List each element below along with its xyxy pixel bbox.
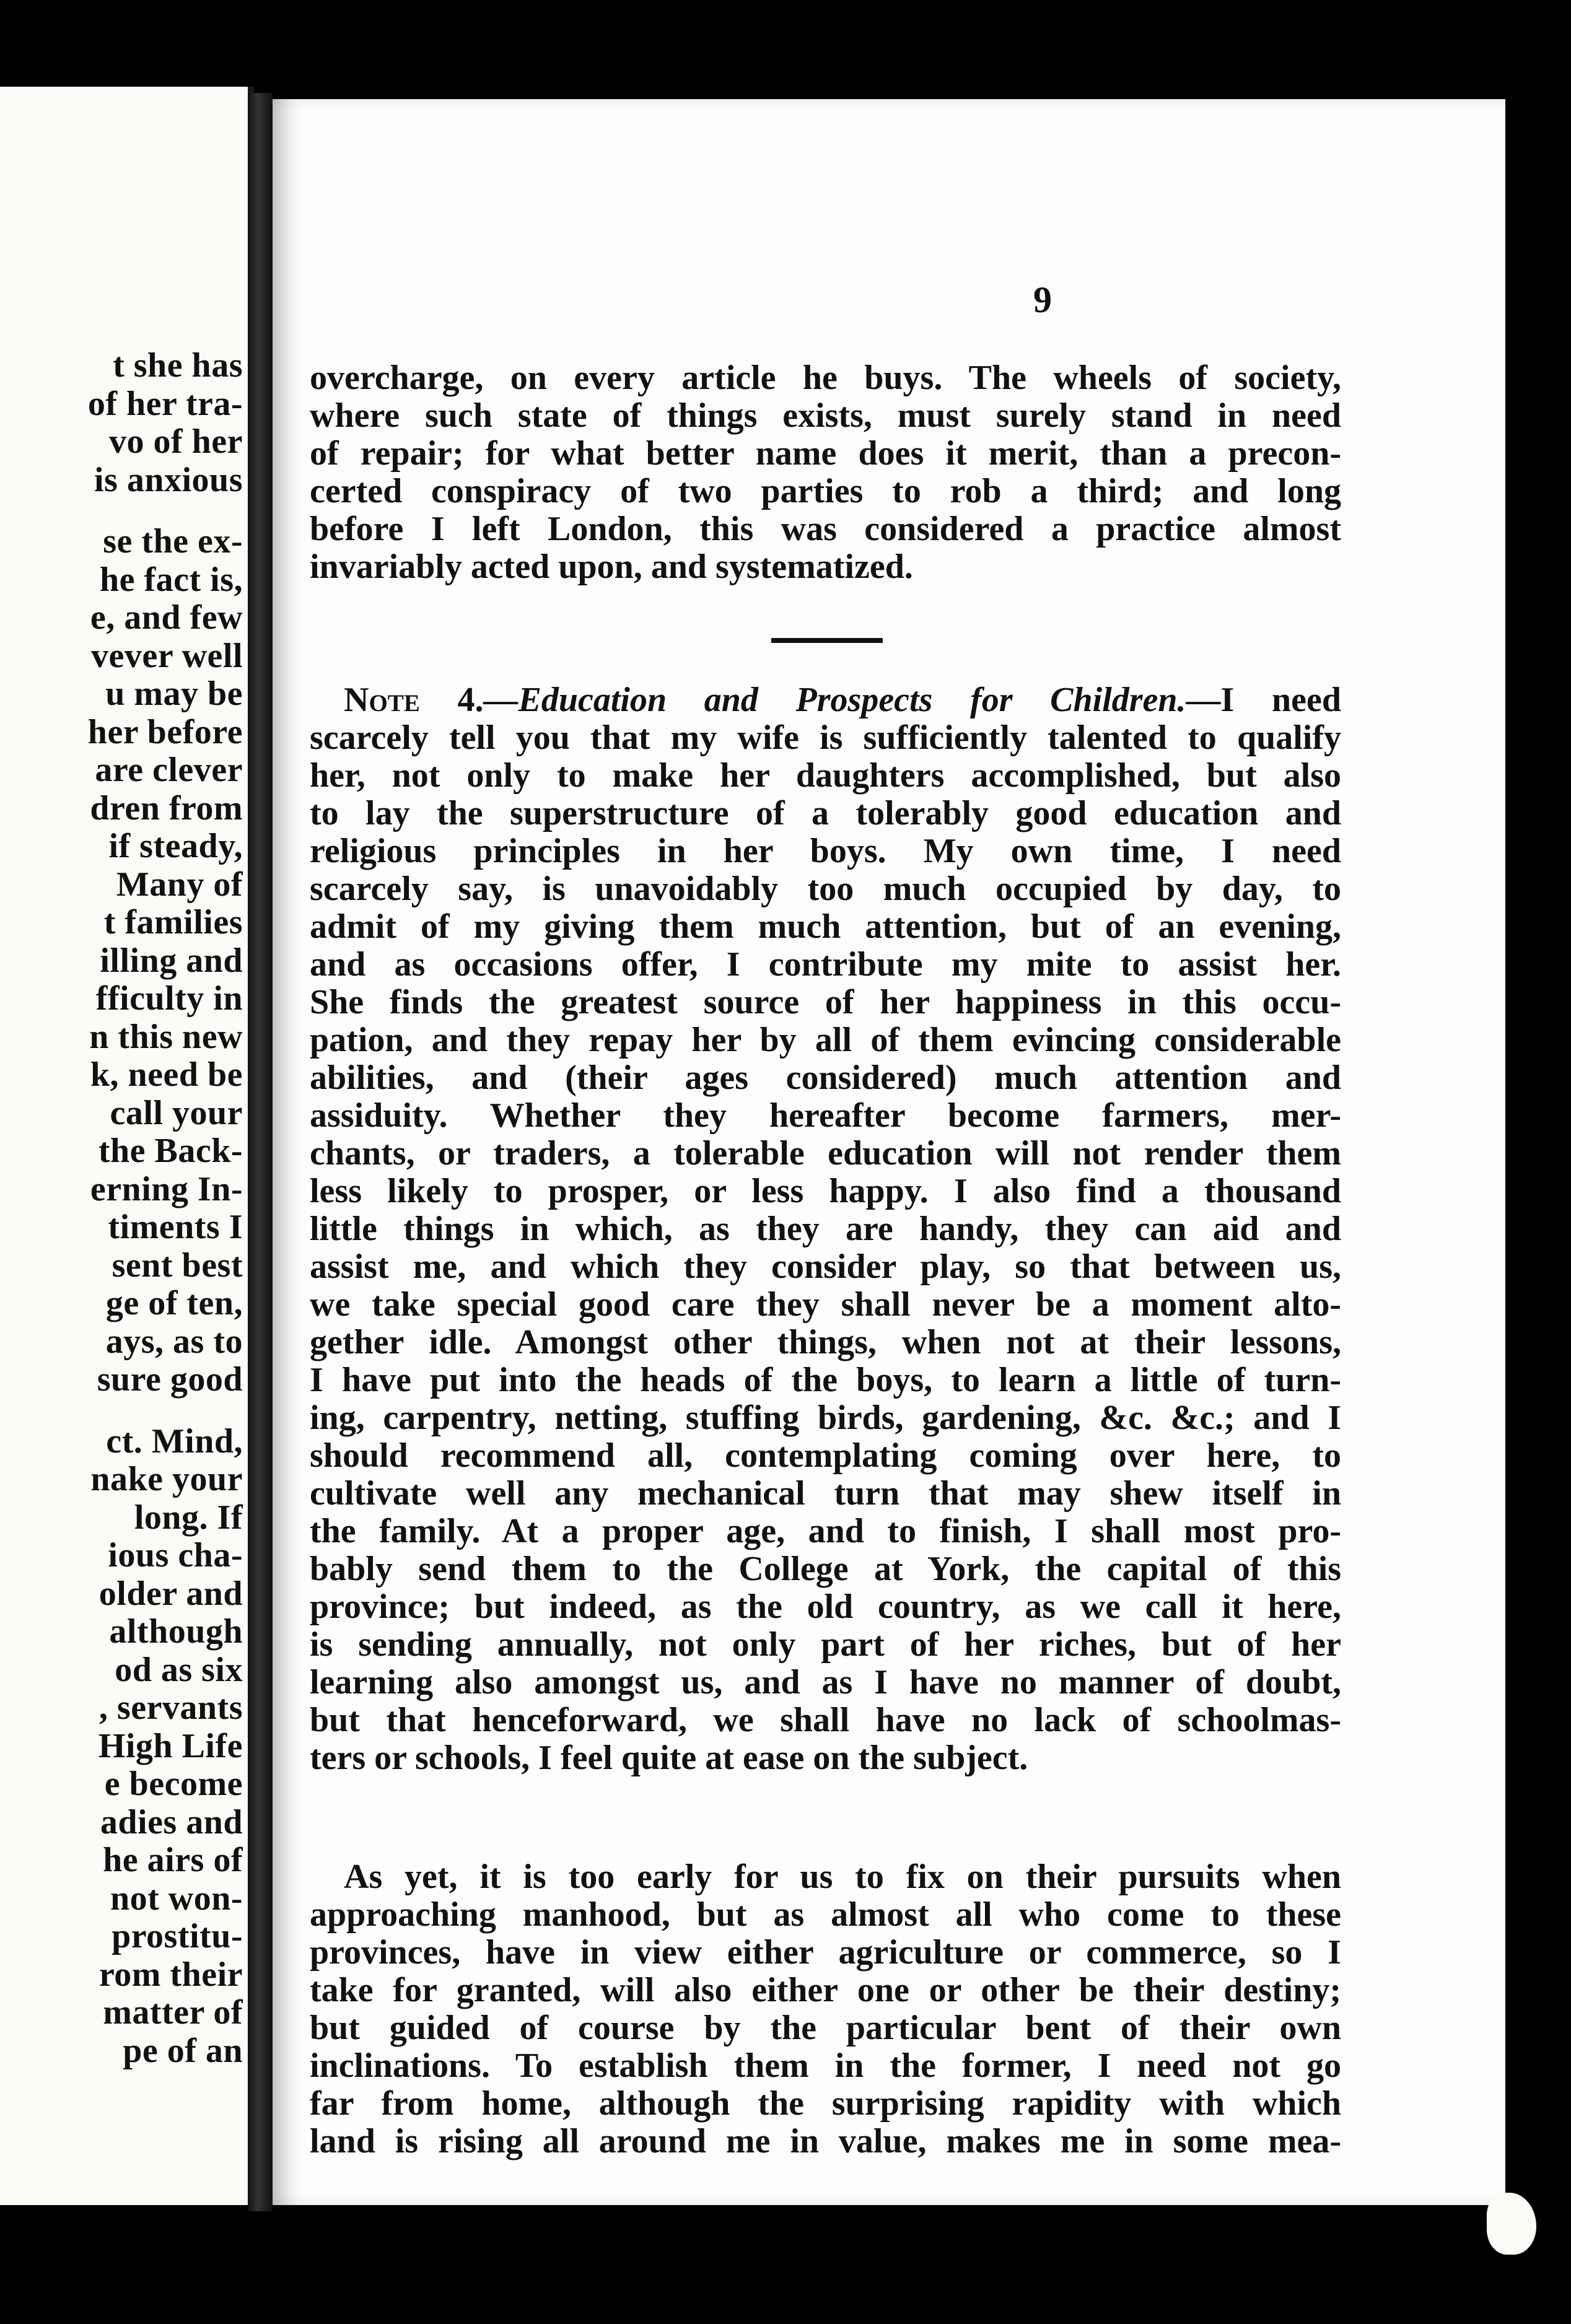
text-line: less likely to prosper, or less happy. I also find a thousand <box>310 1172 1341 1210</box>
text-line: but guided of course by the particular bent of their own <box>310 2009 1341 2047</box>
text-line: to lay the superstructure of a tolerably good education and <box>310 794 1341 832</box>
text-line: assiduity. Whether they hereafter become farmers, mer- <box>310 1096 1341 1135</box>
left-page-line: older and <box>98 1574 243 1613</box>
left-page-line: pe of an <box>123 2031 243 2070</box>
left-page-line: sent best <box>112 1246 243 1285</box>
left-page-line: vo of her <box>108 422 243 461</box>
left-page-line: timents I <box>108 1208 243 1246</box>
left-page-line: dren from <box>90 788 243 828</box>
left-page-line <box>0 499 243 523</box>
paragraph-note-4 <box>310 681 1341 1777</box>
text-line: the family. At a proper age, and to finish, I shall most pro- <box>310 1512 1341 1550</box>
left-page-line: k, need be <box>90 1055 243 1094</box>
text-line: approaching manhood, but as almost all who come to these <box>310 1895 1341 1934</box>
note-body <box>310 719 1341 1777</box>
text-line: land is rising all around me in value, makes me in some mea- <box>310 2122 1341 2160</box>
paper-fragment <box>1487 2193 1536 2255</box>
left-page-line: although <box>109 1612 243 1651</box>
note-title: —Education and Prospects for Children. <box>483 681 1186 719</box>
left-page-line: if steady, <box>108 827 243 865</box>
left-page-text <box>0 347 243 2070</box>
paragraph-pursuits <box>310 1858 1341 2160</box>
left-page-line: e become <box>104 1765 243 1803</box>
text-line: of repair; for what better name does it merit, than a precon- <box>310 434 1341 473</box>
left-page-line: , servants <box>98 1688 243 1727</box>
text-line: and as occasions offer, I contribute my mite to assist her. <box>310 945 1341 984</box>
left-page-line: erning In- <box>90 1169 243 1208</box>
text-line: cultivate well any mechanical turn that may shew itself in <box>310 1474 1341 1513</box>
note-heading-line <box>310 681 1341 719</box>
pursuits-body <box>310 1858 1341 2160</box>
text-line: her, not only to make her daughters accomplished, but also <box>310 756 1341 795</box>
section-divider <box>771 638 883 643</box>
text-line: admit of my giving them much attention, but of an evening, <box>310 907 1341 946</box>
left-page-line: t she has <box>113 346 243 385</box>
text-line: certed conspiracy of two parties to rob a third; and long <box>310 472 1341 510</box>
text-line: scarcely tell you that my wife is sufficiently talented to qualify <box>310 719 1341 757</box>
text-line: religious principles in her boys. My own time, I need <box>310 832 1341 870</box>
text-line: but that henceforward, we shall have no lack of schoolmas- <box>310 1701 1341 1739</box>
left-page-line: her before <box>87 712 243 751</box>
note-lead: —I need <box>1186 681 1341 719</box>
left-page-line: fficulty in <box>95 979 243 1018</box>
page-number: 9 <box>1033 279 1052 320</box>
text-line: gether idle. Amongst other things, when not at their lessons, <box>310 1323 1341 1361</box>
text-line: inclinations. To establish them in the former, I need not go <box>310 2047 1341 2085</box>
left-page-line <box>0 1399 243 1423</box>
text-line: As yet, it is too early for us to fix on their pursuits when <box>344 1858 1341 1896</box>
left-page-line: ays, as to <box>105 1322 243 1361</box>
left-page-line: se the ex- <box>103 522 243 561</box>
left-page-line: is anxious <box>94 460 243 499</box>
text-line: invariably acted upon, and systematized. <box>310 548 913 586</box>
text-line: where such state of things exists, must surely stand in need <box>310 396 1341 435</box>
left-page-line: adies and <box>100 1802 243 1841</box>
text-line: pation, and they repay her by all of them evincing considerable <box>310 1021 1341 1059</box>
text-line: learning also amongst us, and as I have no manner of doubt, <box>310 1663 1341 1702</box>
text-line: scarcely say, is unavoidably too much occupied by day, to <box>310 870 1341 908</box>
text-line: overcharge, on every article he buys. The wheels of society, <box>310 359 1341 397</box>
text-line: is sending annually, not only part of her riches, but of her <box>310 1625 1341 1664</box>
left-page-line: Many of <box>116 865 243 904</box>
text-line: I have put into the heads of the boys, to learn a little of turn- <box>310 1361 1341 1399</box>
left-page-line: are clever <box>95 751 243 789</box>
left-page-line: call your <box>110 1093 243 1132</box>
text-line: assist me, and which they consider play, so that between us, <box>310 1247 1341 1286</box>
text-line: take for granted, will also either one or other be their destiny; <box>310 1971 1341 2009</box>
left-page-line: u may be <box>105 675 243 713</box>
text-line: far from home, although the surprising rapidity with which <box>310 2084 1341 2123</box>
text-line: She finds the greatest source of her happiness in this occu- <box>310 983 1341 1021</box>
text-line: bably send them to the College at York, the capital of this <box>310 1550 1341 1588</box>
text-line: should recommend all, contemplating coming over here, to <box>310 1436 1341 1475</box>
left-page-line: High Life <box>98 1726 243 1765</box>
text-line: chants, or traders, a tolerable education will not render them <box>310 1134 1341 1173</box>
text-line: abilities, and (their ages considered) much attention and <box>310 1059 1341 1097</box>
left-page-line: n this new <box>89 1017 243 1056</box>
right-page <box>273 99 1505 2205</box>
left-page-line: the Back- <box>98 1132 243 1170</box>
left-page-line: od as six <box>115 1650 243 1689</box>
left-page-line: he airs of <box>103 1841 243 1879</box>
book-gutter <box>248 93 273 2211</box>
text-line: before I left London, this was considered a practice almost <box>310 510 1341 548</box>
left-page-line: rom their <box>98 1955 243 1994</box>
left-page-line: ct. Mind, <box>106 1422 243 1461</box>
left-page-line: he fact is, <box>99 560 243 599</box>
left-page <box>0 87 254 2205</box>
text-line: province; but indeed, as the old country, as we call it here, <box>310 1588 1341 1626</box>
left-page-line: prostitu- <box>112 1917 243 1955</box>
paragraph-overcharge <box>310 359 1341 586</box>
left-page-line: ge of ten, <box>105 1284 243 1322</box>
left-page-line: e, and few <box>90 598 243 637</box>
text-line: ing, carpentry, netting, stuffing birds, gardening, &c. &c.; and I <box>310 1399 1341 1437</box>
left-page-line: not won- <box>110 1879 243 1918</box>
left-page-line: ious cha- <box>108 1536 243 1575</box>
left-page-line: t families <box>103 903 243 941</box>
text-line: little things in which, as they are handy, they can aid and <box>310 1210 1341 1248</box>
note-label: Note 4. <box>344 681 484 719</box>
left-page-line: sure good <box>97 1360 243 1399</box>
left-page-line: of her tra- <box>87 384 243 423</box>
left-page-line: long. If <box>134 1498 243 1537</box>
text-line: ters or schools, I feel quite at ease on the subject. <box>310 1739 1028 1777</box>
left-page-line: illing and <box>100 941 243 980</box>
left-page-line: nake your <box>90 1460 243 1498</box>
left-page-line: vever well <box>91 636 243 675</box>
text-line: we take special good care they shall never be a moment alto- <box>310 1285 1341 1324</box>
text-line: provinces, have in view either agriculture or commerce, so I <box>310 1933 1341 1972</box>
left-page-line: matter of <box>103 1993 243 2032</box>
